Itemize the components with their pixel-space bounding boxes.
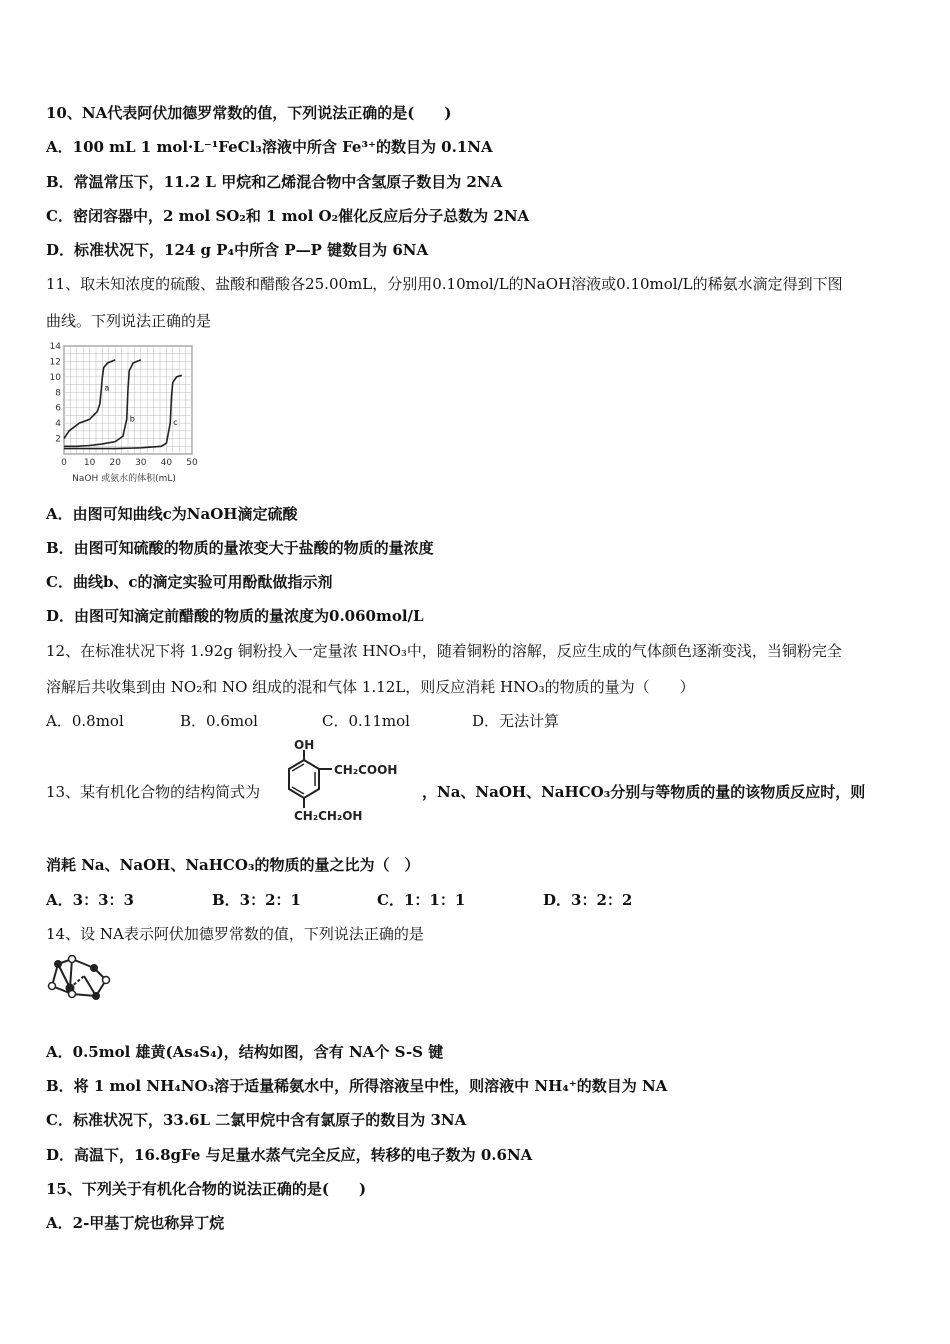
q14-option-b: B．将 1 mol NH₄NO₃溶于适量稀氨水中，所得溶液呈中性，则溶液中 NH₄⁺的数目为 NA bbox=[46, 1077, 668, 1095]
q11-option-c: C．曲线b、c的滴定实验可用酚酞做指示剂 bbox=[46, 573, 333, 591]
q11-stem-line1: 11、取未知浓度的硫酸、盐酸和醋酸各25.00mL，分别用0.10mol/L的NaOH溶液或0.10mol/L的稀氨水滴定得到下图 bbox=[46, 275, 843, 293]
titration-chart bbox=[44, 338, 204, 488]
q10-option-b: B．常温常压下，11.2 L 甲烷和乙烯混合物中含氢原子数目为 2NA bbox=[46, 173, 503, 191]
q13-stem-part1: 13、某有机化合物的结构简式为 bbox=[46, 783, 261, 801]
q14-option-c: C．标准状况下，33.6L 二氯甲烷中含有氯原子的数目为 3NA bbox=[46, 1111, 467, 1129]
arsenic-atom bbox=[90, 964, 98, 972]
sulfur-atom bbox=[49, 983, 56, 990]
q10-option-a: A．100 mL 1 mol·L⁻¹FeCl₃溶液中所含 Fe³⁺的数目为 0.1NA bbox=[46, 138, 493, 156]
x-tick-label: 0 bbox=[61, 458, 67, 468]
y-tick-label: 2 bbox=[55, 434, 61, 445]
q11-option-a: A．由图可知曲线c为NaOH滴定硫酸 bbox=[46, 505, 298, 523]
series-label-b: b bbox=[129, 414, 135, 424]
sulfur-atom bbox=[103, 977, 110, 984]
q11-stem-line2: 曲线。下列说法正确的是 bbox=[46, 312, 212, 330]
q13-option-b: B．3：2：1 bbox=[212, 891, 301, 909]
sulfur-atom bbox=[69, 991, 76, 998]
x-tick-label: 30 bbox=[135, 458, 147, 468]
series-label-c: c bbox=[173, 418, 178, 428]
y-tick-label: 6 bbox=[55, 403, 61, 414]
q13-structural-formula bbox=[280, 738, 430, 826]
q13-option-a: A．3：3：3 bbox=[46, 891, 134, 909]
y-tick-label: 12 bbox=[49, 357, 61, 368]
q12-stem-line2: 溶解后共收集到由 NO₂和 NO 组成的混和气体 1.12L，则反应消耗 HNO₃的物质的量为（ ） bbox=[46, 678, 695, 696]
q10-option-c: C．密闭容器中，2 mol SO₂和 1 mol O₂催化反应后分子总数为 2NA bbox=[46, 207, 530, 225]
q12-option-d: D．无法计算 bbox=[472, 712, 560, 730]
chart-x-label: NaOH 或氨水的体积(mL) bbox=[72, 474, 176, 484]
x-tick-label: 40 bbox=[160, 458, 173, 468]
q10-option-d: D．标准状况下，124 g P₄中所含 P—P 键数目为 6NA bbox=[46, 241, 429, 259]
q10-stem: 10、NA代表阿伏加德罗常数的值，下列说法正确的是( ) bbox=[46, 104, 452, 122]
y-tick-label: 14 bbox=[49, 342, 61, 352]
q13-option-c: C．1：1：1 bbox=[377, 891, 466, 909]
q13-stem-part2: ，Na、NaOH、NaHCO₃分别与等物质的量的该物质反应时，则 bbox=[422, 783, 866, 801]
x-tick-label: 10 bbox=[83, 458, 96, 468]
q12-option-b: B．0.6mol bbox=[180, 712, 258, 730]
q11-option-b: B．由图可知硫酸的物质的量浓变大于盐酸的物质的量浓度 bbox=[46, 539, 434, 557]
y-tick-label: 4 bbox=[55, 419, 61, 430]
q13-stem-line2: 消耗 Na、NaOH、NaHCO₃的物质的量之比为（ ） bbox=[46, 856, 420, 874]
q15-stem: 15、下列关于有机化合物的说法正确的是( ) bbox=[46, 1180, 367, 1198]
sulfur-atom bbox=[69, 956, 76, 963]
q15-option-a: A．2-甲基丁烷也称异丁烷 bbox=[46, 1214, 225, 1232]
x-tick-label: 20 bbox=[109, 458, 121, 468]
as4s4-structure-diagram bbox=[44, 954, 112, 1006]
arsenic-atom bbox=[54, 960, 62, 968]
y-tick-label: 10 bbox=[49, 372, 61, 383]
y-tick-label: 8 bbox=[55, 388, 61, 399]
q12-option-c: C．0.11mol bbox=[322, 712, 410, 730]
arsenic-atom bbox=[92, 992, 100, 1000]
q13-option-d: D．3：2：2 bbox=[543, 891, 633, 909]
q12-option-a: A．0.8mol bbox=[46, 712, 124, 730]
q14-option-d: D．高温下，16.8gFe 与足量水蒸气完全反应，转移的电子数为 0.6NA bbox=[46, 1146, 533, 1164]
q11-option-d: D．由图可知滴定前醋酸的物质的量浓度为0.060mol/L bbox=[46, 607, 424, 625]
q14-stem: 14、设 NA表示阿伏加德罗常数的值，下列说法正确的是 bbox=[46, 925, 424, 943]
x-tick-label: 50 bbox=[186, 458, 198, 468]
q12-stem-line1: 12、在标准状况下将 1.92g 铜粉投入一定量浓 HNO₃中，随着铜粉的溶解，反应生成的气体颜色逐渐变浅，当铜粉完全 bbox=[46, 642, 842, 660]
q14-option-a: A．0.5mol 雄黄(As₄S₄)，结构如图，含有 NA个 S-S 键 bbox=[46, 1043, 444, 1061]
series-label-a: a bbox=[104, 383, 110, 393]
label-ch2cooh: CH₂COOH bbox=[334, 763, 398, 777]
label-oh: OH bbox=[294, 738, 315, 752]
label-ch2ch2oh: CH₂CH₂OH bbox=[294, 809, 363, 823]
